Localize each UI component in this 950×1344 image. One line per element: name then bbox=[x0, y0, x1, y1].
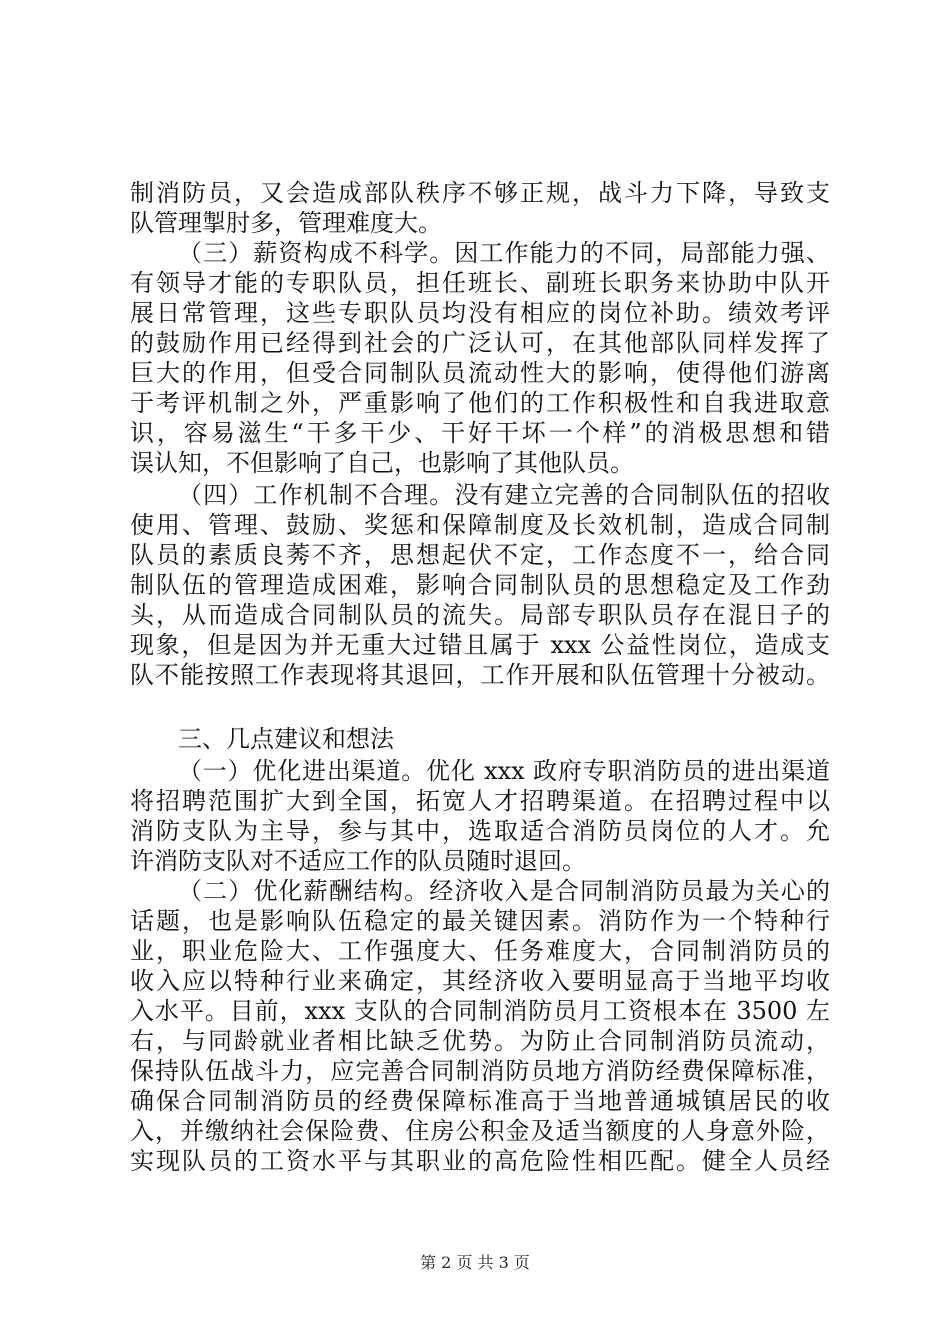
text-line: 队管理掣肘多，管理难度大。 bbox=[130, 209, 442, 237]
text-line: 入，并缴纳社会保险费、住房公积金及适当额度的人身意外险， bbox=[130, 1117, 830, 1145]
text-line: 保持队伍战斗力，应完善合同制消防员地方消防经费保障标准， bbox=[130, 1057, 830, 1085]
text-line: （四）工作机制不合理。没有建立完善的合同制队伍的招收 bbox=[178, 481, 830, 509]
text-line: （三）薪资构成不科学。因工作能力的不同，局部能力强、 bbox=[178, 239, 830, 267]
text-line: 将招聘范围扩大到全国，拓宽人才招聘渠道。在招聘过程中以 bbox=[130, 787, 830, 815]
text-line: 制队伍的管理造成困难，影响合同制队员的思想稳定及工作劲 bbox=[130, 571, 830, 599]
text-line: 使用、管理、鼓励、奖惩和保障制度及长效机制，造成合同制 bbox=[130, 511, 830, 539]
text-line: 现象，但是因为并无重大过错且属于 xxx 公益性岗位，造成支 bbox=[130, 631, 830, 659]
text-line: 识，容易滋生“干多干少、干好干坏一个样”的消极思想和错 bbox=[130, 419, 830, 447]
text-line: 有领导才能的专职队员，担任班长、副班长职务来协助中队开 bbox=[130, 269, 830, 297]
text-line: 入水平。目前，xxx 支队的合同制消防员月工资根本在 3500 左 bbox=[130, 997, 830, 1025]
text-line: 巨大的作用，但受合同制队员流动性大的影响，使得他们游离 bbox=[130, 359, 830, 387]
text-line: 头，从而造成合同制队员的流失。局部专职队员存在混日子的 bbox=[130, 601, 830, 629]
text-line: 误认知，不但影响了自己，也影响了其他队员。 bbox=[130, 449, 634, 477]
section-heading: 三、几点建议和想法 bbox=[178, 725, 394, 753]
text-line: （一）优化进出渠道。优化 xxx 政府专职消防员的进出渠道 bbox=[178, 757, 830, 785]
text-line: （二）优化薪酬结构。经济收入是合同制消防员最为关心的 bbox=[178, 877, 830, 905]
text-line: 消防支队为主导，参与其中，选取适合消防员岗位的人才。允 bbox=[130, 817, 830, 845]
text-line: 实现队员的工资水平与其职业的高危险性相匹配。健全人员经 bbox=[130, 1147, 830, 1175]
text-line: 队不能按照工作表现将其退回，工作开展和队伍管理十分被动。 bbox=[130, 661, 830, 689]
text-line: 话题，也是影响队伍稳定的最关键因素。消防作为一个特种行 bbox=[130, 907, 830, 935]
text-line: 于考评机制之外，严重影响了他们的工作积极性和自我进取意 bbox=[130, 389, 830, 417]
text-line: 收入应以特种行业来确定，其经济收入要明显高于当地平均收 bbox=[130, 967, 830, 995]
text-line: 制消防员，又会造成部队秩序不够正规，战斗力下降，导致支 bbox=[130, 179, 830, 207]
text-line: 的鼓励作用已经得到社会的广泛认可，在其他部队同样发挥了 bbox=[130, 329, 830, 357]
text-line: 右，与同龄就业者相比缺乏优势。为防止合同制消防员流动， bbox=[130, 1027, 830, 1055]
text-line: 展日常管理，这些专职队员均没有相应的岗位补助。绩效考评 bbox=[130, 299, 830, 327]
text-line: 业，职业危险大、工作强度大、任务难度大，合同制消防员的 bbox=[130, 937, 830, 965]
text-line: 确保合同制消防员的经费保障标准高于当地普通城镇居民的收 bbox=[130, 1087, 830, 1115]
text-line: 许消防支队对不适应工作的队员随时退回。 bbox=[130, 847, 586, 875]
page-number-footer: 第 2 页 共 3 页 bbox=[420, 1253, 530, 1272]
text-line: 队员的素质良莠不齐，思想起伏不定，工作态度不一，给合同 bbox=[130, 541, 830, 569]
